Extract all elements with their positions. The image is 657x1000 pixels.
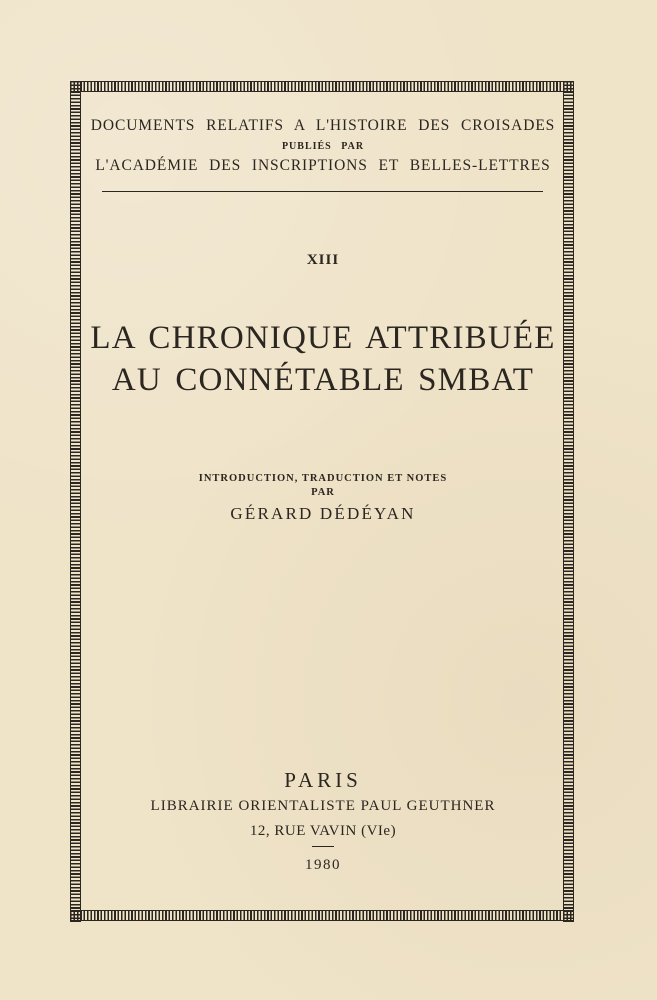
credits-line: INTRODUCTION, TRADUCTION ET NOTES (198, 473, 448, 484)
border-bottom-ornament (70, 910, 574, 921)
imprint-rule (312, 846, 334, 847)
imprint-publisher: LIBRAIRIE ORIENTALISTE PAUL GEUTHNER (150, 798, 496, 814)
series-title: DOCUMENTS RELATIFS A L'HISTOIRE DES CROISADES (90, 117, 556, 134)
series-academy: L'ACADÉMIE DES INSCRIPTIONS ET BELLES-LETTRES (95, 157, 551, 174)
series-published-by: PUBLIÉS PAR (281, 141, 365, 152)
series-heading (84, 116, 562, 175)
border-left-ornament (70, 81, 81, 922)
author-name: GÉRARD DÉDÉYAN (230, 504, 416, 523)
imprint-address: 12, RUE VAVIN (VIe) (249, 823, 397, 839)
credits (84, 472, 562, 521)
imprint-year: 1980 (305, 857, 341, 873)
border-top-ornament (70, 81, 574, 92)
credits-by: PAR (311, 487, 335, 498)
header-rule (102, 191, 543, 192)
book-title-line-1: LA CHRONIQUE ATTRIBUÉE (90, 320, 556, 356)
book-title-line-2: AU CONNÉTABLE SMBAT (111, 362, 535, 398)
imprint (84, 766, 562, 878)
imprint-city: PARIS (284, 768, 362, 792)
book-title (84, 317, 562, 401)
volume-number: XIII (306, 252, 340, 268)
border-right-ornament (563, 81, 574, 922)
